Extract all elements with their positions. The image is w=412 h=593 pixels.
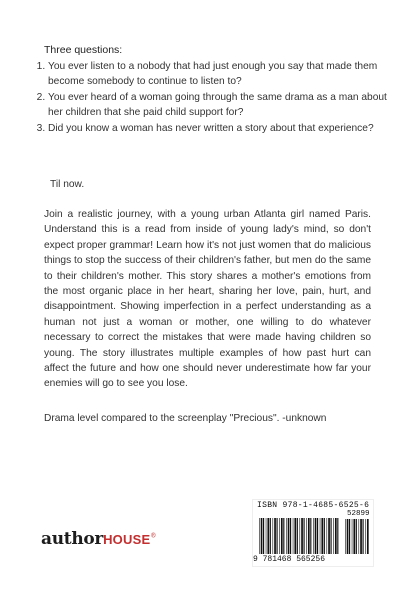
book-blurb: Join a realistic journey, with a young urban Atlanta girl named Paris. Understand this is a read from inside of young lady's mind, so don't expect proper grammar! Learn how it's not just women that do malicious things to stop the success of their children's father, but men do the same to their children's mother. This story shares a mother's emotions from the most organic place in her heart, sharing her love, pain, hurt, and disappointment. Showing imperfection in a perfect understanding as a human not just a woman or mother, one willing to do whatever necessary to correct the mistakes that were made having children so young. The story illustrates multiple examples of how past hurt can affect the future and how one should never underestimate how far your enemies will go to see you lose. (44, 209, 371, 390)
barcode-bars-icon (259, 518, 339, 554)
questions-heading: Three questions: (44, 44, 123, 56)
review-quote: Drama level compared to the screenplay "Precious". -unknown (44, 413, 327, 424)
questions-list (28, 59, 400, 136)
ean-text: 9 781468 565256 (253, 555, 326, 564)
logo-registered-mark: ® (150, 532, 157, 540)
isbn-barcode (252, 499, 374, 567)
question-2: 2. You ever heard of a woman going through the same drama as a man about her children that she paid child support for? (48, 90, 400, 121)
isbn-text: ISBN 978-1-4685-6525-6 (257, 501, 370, 510)
publisher-logo (41, 529, 156, 549)
til-now-text: Til now. (50, 179, 85, 190)
logo-house-text: HOUSE (103, 532, 151, 547)
question-1: 1. You ever listen to a nobody that had just enough you say that made them become somebody to continue to listen to? (48, 59, 400, 90)
logo-author-text: author (41, 529, 104, 549)
question-3: 3. Did you know a woman has never written a story about that experience? (48, 121, 400, 136)
addon-bars-icon (345, 519, 369, 554)
price-addon-text: 52899 (347, 510, 370, 518)
